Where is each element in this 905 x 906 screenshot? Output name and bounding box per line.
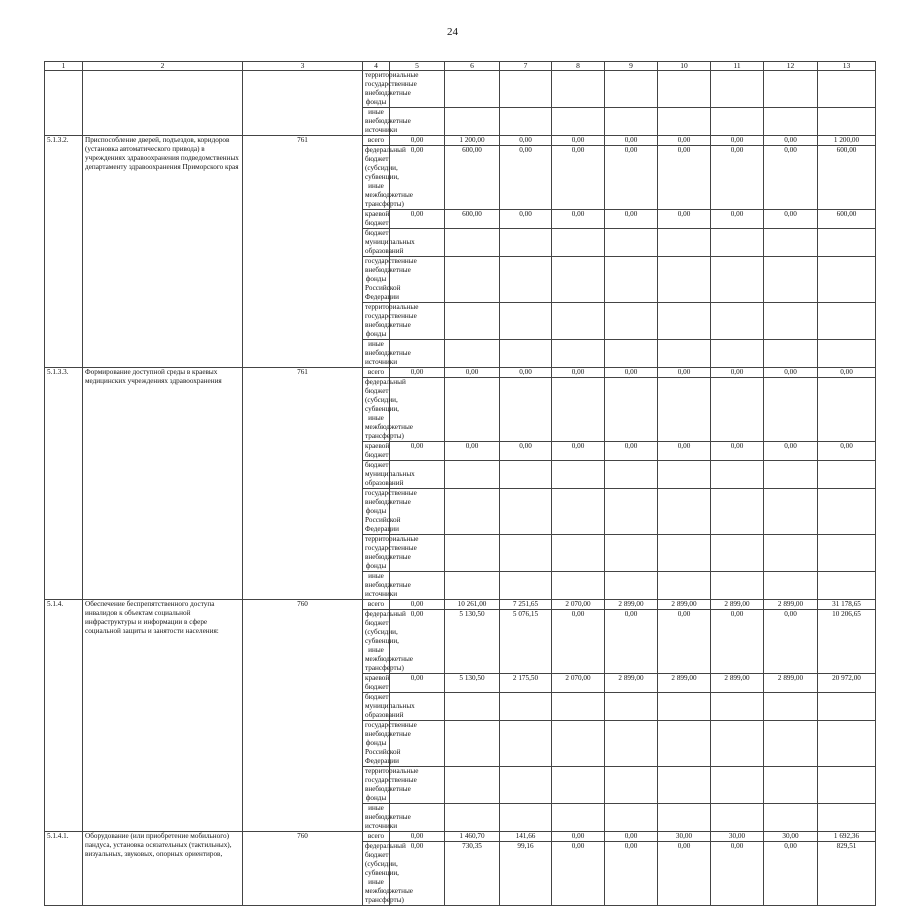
funding-source: краевой бюджет [363,442,390,461]
value-cell: 2 899,00 [764,674,818,693]
value-cell [500,229,552,257]
value-cell: 0,00 [711,210,764,229]
value-cell [818,461,876,489]
value-cell [605,693,658,721]
value-cell [605,340,658,368]
value-cell: 0,00 [390,842,445,906]
funding-source: иные внебюджетные источники [363,340,390,368]
funding-source: территориальные государственные внебюджетные фонды [363,767,390,804]
funding-source: государственные внебюджетные фонды Российской Федерации [363,721,390,767]
value-cell [711,721,764,767]
value-cell: 0,00 [764,442,818,461]
value-cell [658,693,711,721]
value-cell: 5 130,50 [445,610,500,674]
value-cell: 0,00 [711,442,764,461]
value-cell [764,108,818,136]
funding-source: всего [363,832,390,842]
header-cell: 11 [711,62,764,71]
value-cell: 0,00 [711,146,764,210]
value-cell: 0,00 [605,210,658,229]
item-col4: 761 [243,368,363,600]
value-cell [711,489,764,535]
value-cell [605,489,658,535]
value-cell [500,721,552,767]
value-cell [711,257,764,303]
value-cell [552,721,605,767]
value-cell: 0,00 [605,610,658,674]
funding-source: территориальные государственные внебюджетные фонды [363,303,390,340]
value-cell: 0,00 [500,136,552,146]
value-cell [711,378,764,442]
header-cell: 8 [552,62,605,71]
value-cell [445,303,500,340]
value-cell: 10 206,65 [818,610,876,674]
item-code: 5.1.3.3. [45,368,83,600]
value-cell [658,340,711,368]
value-cell: 0,00 [711,842,764,906]
value-cell: 0,00 [711,368,764,378]
funding-source: федеральный бюджет (субсидии, субвенции, иные межбюджетные трансферты) [363,146,390,210]
value-cell: 0,00 [605,136,658,146]
value-cell: 2 175,50 [500,674,552,693]
value-cell: 600,00 [818,146,876,210]
funding-source: федеральный бюджет (субсидии, субвенции, иные межбюджетные трансферты) [363,378,390,442]
funding-source: всего [363,600,390,610]
funding-source: федеральный бюджет (субсидии, субвенции, иные межбюджетные трансферты) [363,610,390,674]
header-cell: 10 [658,62,711,71]
value-cell [711,693,764,721]
value-cell [711,303,764,340]
value-cell: 30,00 [764,832,818,842]
funding-source: иные внебюджетные источники [363,572,390,600]
value-cell [818,257,876,303]
item-code: 5.1.4.1. [45,832,83,906]
value-cell: 5 130,50 [445,674,500,693]
funding-source: территориальные государственные внебюджетные фонды [363,71,390,108]
item-name [83,71,243,136]
value-cell [445,572,500,600]
table-row [45,600,876,610]
funding-source: бюджет муниципальных образований [363,693,390,721]
value-cell [605,71,658,108]
value-cell: 2 899,00 [658,600,711,610]
value-cell: 0,00 [818,368,876,378]
value-cell: 0,00 [658,842,711,906]
value-cell: 0,00 [658,610,711,674]
funding-source: иные внебюджетные источники [363,804,390,832]
value-cell: 0,00 [552,210,605,229]
value-cell [818,693,876,721]
value-cell [764,489,818,535]
value-cell [818,535,876,572]
value-cell [445,257,500,303]
value-cell: 0,00 [764,136,818,146]
value-cell [552,340,605,368]
funding-source: краевой бюджет [363,674,390,693]
table-row [45,368,876,378]
value-cell: 600,00 [818,210,876,229]
table-row [45,832,876,842]
header-cell: 12 [764,62,818,71]
header-cell: 2 [83,62,243,71]
value-cell: 0,00 [605,146,658,210]
value-cell: 2 899,00 [658,674,711,693]
value-cell [445,229,500,257]
value-cell [711,229,764,257]
value-cell: 0,00 [390,368,445,378]
value-cell [605,108,658,136]
value-cell [605,804,658,832]
header-cell: 4 [363,62,390,71]
value-cell [658,489,711,535]
value-cell [552,303,605,340]
value-cell: 2 899,00 [764,600,818,610]
item-col4: 761 [243,136,363,368]
value-cell [818,804,876,832]
value-cell [605,229,658,257]
value-cell: 0,00 [764,842,818,906]
value-cell [605,721,658,767]
value-cell [658,461,711,489]
item-name: Оборудование (или приобретение мобильного) пандуса, установка осязательных (тактильных), визуальных, звуковых, опорных ориентиров, [83,832,243,906]
value-cell [818,489,876,535]
item-code: 5.1.4. [45,600,83,832]
item-col4: 760 [243,600,363,832]
value-cell [658,108,711,136]
header-cell: 5 [390,62,445,71]
value-cell [658,535,711,572]
value-cell: 0,00 [390,832,445,842]
value-cell [445,71,500,108]
item-col4 [243,71,363,136]
value-cell: 2 899,00 [711,674,764,693]
value-cell: 0,00 [552,146,605,210]
value-cell [552,229,605,257]
value-cell: 0,00 [390,210,445,229]
value-cell [764,257,818,303]
value-cell: 99,16 [500,842,552,906]
value-cell [764,378,818,442]
item-name: Приспособление дверей, подъездов, коридоров (установка автоматического привода) в учреждениях здравоохранения подведомственных департаменту здравоохранения Приморского края [83,136,243,368]
value-cell [764,461,818,489]
value-cell: 0,00 [818,442,876,461]
item-code [45,71,83,136]
value-cell: 0,00 [445,368,500,378]
value-cell [445,489,500,535]
value-cell [711,804,764,832]
item-name: Формирование доступной среды в краевых медицинских учреждениях здравоохранения [83,368,243,600]
value-cell [500,461,552,489]
item-col4: 760 [243,832,363,906]
value-cell [764,340,818,368]
value-cell [658,71,711,108]
value-cell: 0,00 [764,368,818,378]
value-cell [500,489,552,535]
value-cell: 0,00 [658,146,711,210]
value-cell: 0,00 [390,136,445,146]
value-cell [711,767,764,804]
value-cell: 0,00 [552,136,605,146]
value-cell [445,378,500,442]
page-number: 24 [447,26,458,38]
value-cell: 0,00 [658,442,711,461]
value-cell [711,461,764,489]
item-code: 5.1.3.2. [45,136,83,368]
value-cell: 1 692,36 [818,832,876,842]
value-cell [818,378,876,442]
value-cell [500,340,552,368]
value-cell [552,108,605,136]
value-cell [764,229,818,257]
value-cell [500,693,552,721]
value-cell: 7 251,65 [500,600,552,610]
value-cell [658,303,711,340]
value-cell [552,71,605,108]
value-cell: 0,00 [711,610,764,674]
value-cell: 0,00 [500,210,552,229]
value-cell: 0,00 [390,146,445,210]
value-cell [764,572,818,600]
value-cell: 0,00 [390,600,445,610]
value-cell [500,108,552,136]
funding-source: бюджет муниципальных образований [363,461,390,489]
value-cell [764,693,818,721]
table-row [45,136,876,146]
value-cell [552,461,605,489]
value-cell [764,721,818,767]
value-cell [500,767,552,804]
value-cell: 0,00 [764,146,818,210]
value-cell [552,257,605,303]
value-cell: 0,00 [764,210,818,229]
value-cell [818,572,876,600]
value-cell: 0,00 [658,368,711,378]
funding-source: всего [363,368,390,378]
value-cell [658,257,711,303]
value-cell [658,229,711,257]
value-cell [764,303,818,340]
value-cell: 730,35 [445,842,500,906]
value-cell: 30,00 [658,832,711,842]
value-cell [445,767,500,804]
value-cell: 829,51 [818,842,876,906]
value-cell: 0,00 [500,368,552,378]
funding-source: бюджет муниципальных образований [363,229,390,257]
value-cell [764,71,818,108]
value-cell [445,535,500,572]
value-cell [658,804,711,832]
value-cell [658,572,711,600]
value-cell: 1 200,00 [818,136,876,146]
value-cell [445,340,500,368]
value-cell: 0,00 [658,210,711,229]
value-cell [605,572,658,600]
value-cell [552,572,605,600]
value-cell: 2 070,00 [552,674,605,693]
value-cell [818,71,876,108]
funding-source: федеральный бюджет (субсидии, субвенции, иные межбюджетные трансферты) [363,842,390,906]
value-cell [500,71,552,108]
value-cell: 0,00 [390,610,445,674]
value-cell [605,535,658,572]
value-cell: 0,00 [658,136,711,146]
value-cell [552,804,605,832]
value-cell [605,461,658,489]
value-cell [711,108,764,136]
value-cell [500,303,552,340]
value-cell [500,535,552,572]
table-row [45,71,876,108]
value-cell: 20 972,00 [818,674,876,693]
header-cell: 1 [45,62,83,71]
value-cell: 1 200,00 [445,136,500,146]
value-cell [711,71,764,108]
value-cell [818,303,876,340]
value-cell [552,693,605,721]
value-cell [658,767,711,804]
value-cell [711,340,764,368]
value-cell [500,378,552,442]
value-cell: 0,00 [552,842,605,906]
value-cell: 2 899,00 [711,600,764,610]
header-cell: 6 [445,62,500,71]
funding-source: всего [363,136,390,146]
value-cell: 0,00 [500,442,552,461]
value-cell [764,535,818,572]
value-cell [445,108,500,136]
value-cell: 10 261,00 [445,600,500,610]
value-cell [445,721,500,767]
value-cell: 600,00 [445,210,500,229]
value-cell: 2 899,00 [605,600,658,610]
value-cell: 0,00 [605,368,658,378]
value-cell: 0,00 [605,842,658,906]
value-cell [552,535,605,572]
value-cell [500,804,552,832]
value-cell [552,378,605,442]
value-cell [605,767,658,804]
value-cell: 0,00 [552,610,605,674]
value-cell [605,378,658,442]
value-cell: 0,00 [390,442,445,461]
budget-table [44,61,876,906]
value-cell: 0,00 [552,442,605,461]
value-cell [552,489,605,535]
value-cell [500,257,552,303]
value-cell: 2 070,00 [552,600,605,610]
value-cell: 0,00 [445,442,500,461]
header-cell: 3 [243,62,363,71]
value-cell [605,303,658,340]
value-cell: 0,00 [390,674,445,693]
value-cell [818,767,876,804]
funding-source: краевой бюджет [363,210,390,229]
header-cell: 7 [500,62,552,71]
value-cell [711,535,764,572]
value-cell [605,257,658,303]
value-cell [658,721,711,767]
value-cell [818,340,876,368]
value-cell [711,572,764,600]
value-cell: 0,00 [605,442,658,461]
value-cell: 5 076,15 [500,610,552,674]
value-cell [500,572,552,600]
value-cell [445,461,500,489]
value-cell [764,767,818,804]
value-cell: 0,00 [552,832,605,842]
value-cell: 600,00 [445,146,500,210]
funding-source: государственные внебюджетные фонды Российской Федерации [363,489,390,535]
value-cell [658,378,711,442]
header-cell: 13 [818,62,876,71]
value-cell: 30,00 [711,832,764,842]
value-cell: 141,66 [500,832,552,842]
value-cell [552,767,605,804]
value-cell: 0,00 [764,610,818,674]
funding-source: государственные внебюджетные фонды Российской Федерации [363,257,390,303]
value-cell: 31 178,65 [818,600,876,610]
funding-source: иные внебюджетные источники [363,108,390,136]
header-cell: 9 [605,62,658,71]
value-cell [764,804,818,832]
value-cell: 1 460,70 [445,832,500,842]
value-cell [818,721,876,767]
table-body [45,71,876,906]
value-cell: 0,00 [500,146,552,210]
value-cell [818,108,876,136]
value-cell [445,693,500,721]
value-cell [445,804,500,832]
funding-source: территориальные государственные внебюджетные фонды [363,535,390,572]
value-cell: 0,00 [711,136,764,146]
value-cell: 0,00 [605,832,658,842]
item-name: Обеспечение беспрепятственного доступа инвалидов к объектам социальной инфраструктуры и информации в сфере социальной защиты и занятости населения: [83,600,243,832]
value-cell: 0,00 [552,368,605,378]
value-cell: 2 899,00 [605,674,658,693]
value-cell [818,229,876,257]
header-row [45,62,876,71]
